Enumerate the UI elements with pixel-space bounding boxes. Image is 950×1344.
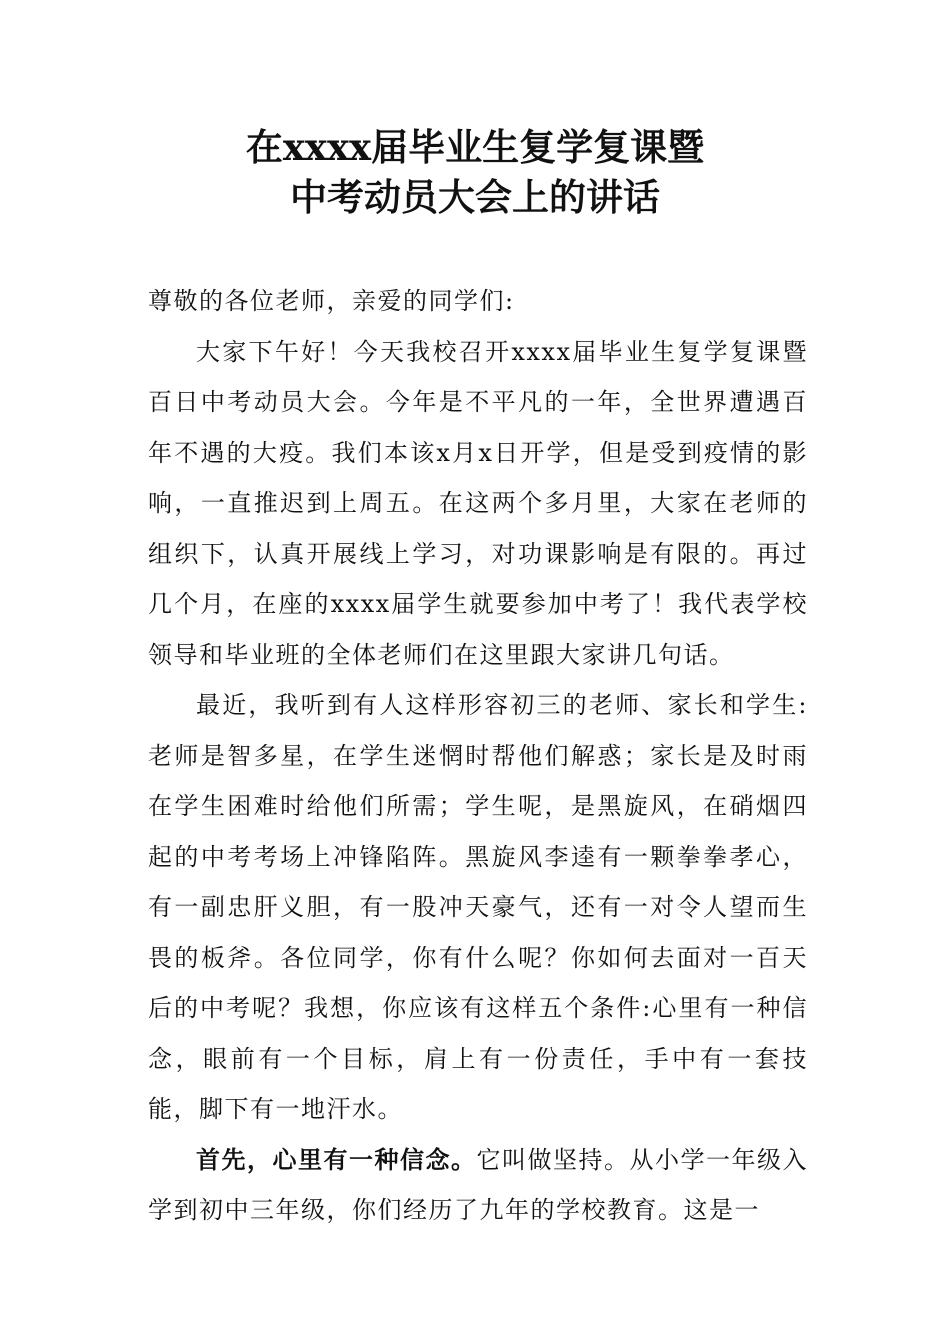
paragraph-3 <box>148 1135 808 1236</box>
paragraph-3-lead: 首先，心里有一种信念。 <box>196 1144 477 1174</box>
paragraph-3-body: 它叫做坚持。从小学一年级入学到初中三年级，你们经历了九年的学校教育。这是一 <box>148 1145 808 1224</box>
salutation: 尊敬的各位老师，亲爱的同学们: <box>148 287 515 315</box>
title-line-2: 中考动员大会上的讲话 <box>290 175 660 219</box>
title-line-1: 在xxxx届毕业生复学复课暨 <box>245 125 705 169</box>
document-title <box>0 122 950 222</box>
paragraph-1: 大家下午好！今天我校召开xxxx届毕业生复学复课暨百日中考动员大会。今年是不平凡的一年，全世界遭遇百年不遇的大疫。我们本该x月x日开学，但是受到疫情的影响，一直推迟到上周五。在这两个多月里，大家在老师的组织下，认真开展线上学习，对功课影响是有限的。再过几个月，在座的xxxx届学生就要参加中考了！我代表学校领导和毕业班的全体老师们在这里跟大家讲几句话。 <box>148 337 808 669</box>
paragraph-2: 最近，我听到有人这样形容初三的老师、家长和学生:老师是智多星，在学生迷惘时帮他们解惑；家长是及时雨在学生困难时给他们所需；学生呢，是黑旋风，在硝烟四起的中考考场上冲锋陷阵。黑旋风李逵有一颗拳拳孝心，有一副忠肝义胆，有一股冲天豪气，还有一对令人望而生畏的板斧。各位同学，你有什么呢？你如何去面对一百天后的中考呢？我想，你应该有这样五个条件:心里有一种信念，眼前有一个目标，肩上有一份责任，手中有一套技能，脚下有一地汗水。 <box>148 691 808 1123</box>
document-body <box>148 276 808 1236</box>
